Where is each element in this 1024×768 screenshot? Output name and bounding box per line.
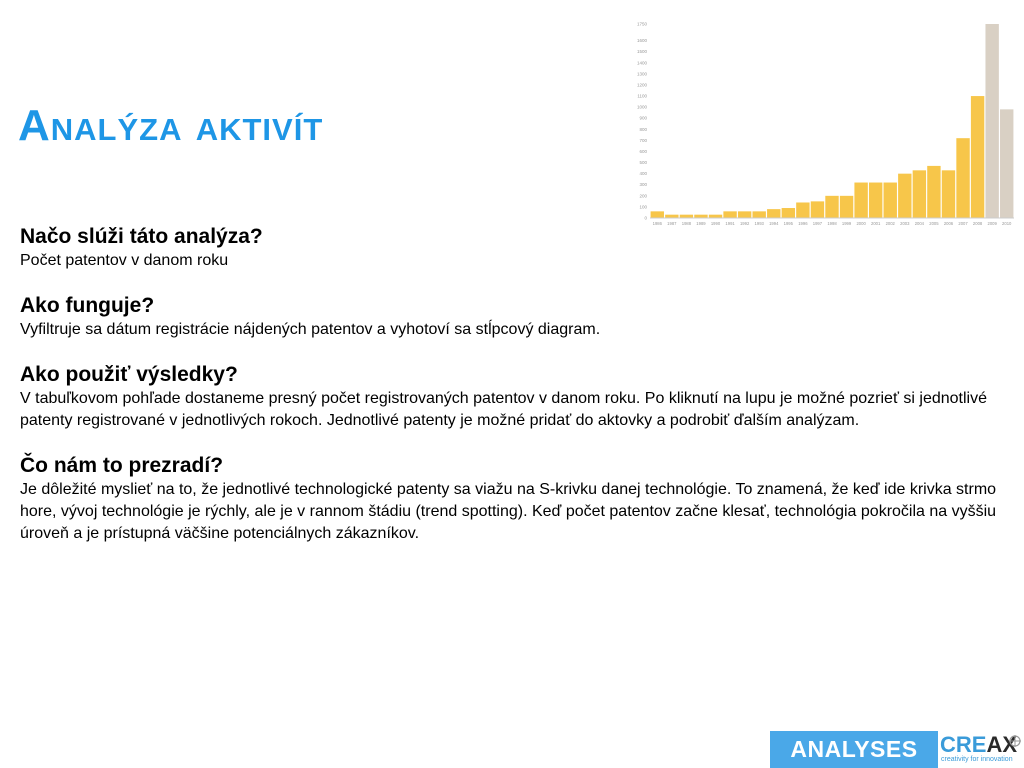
y-tick-label: 1400 [636, 60, 647, 66]
analyses-label: ANALYSES [770, 731, 938, 768]
page-title: Analýza aktivít [18, 101, 324, 150]
y-tick-label: 800 [639, 126, 647, 132]
footer-branding [770, 731, 1024, 768]
y-tick-label: 200 [639, 193, 647, 199]
creax-logo [938, 731, 1024, 768]
x-tick-label: 2010 [1002, 221, 1012, 226]
y-tick-label: 900 [639, 115, 647, 121]
section-heading: Ako použiť výsledky? [20, 363, 238, 386]
x-tick-label: 2001 [871, 221, 881, 226]
y-tick-label: 700 [639, 137, 647, 143]
chart-bar [811, 201, 824, 218]
x-tick-label: 2006 [943, 221, 954, 226]
y-tick-label: 100 [639, 204, 647, 210]
y-tick-label: 500 [639, 160, 647, 166]
y-tick-label: 600 [639, 148, 647, 154]
chart-bar [782, 208, 795, 218]
chart-bar [651, 211, 664, 218]
logo-wordmark [940, 732, 1017, 758]
chart-bar [913, 170, 926, 218]
content-area [20, 224, 1010, 566]
section-heading: Načo slúži táto analýza? [20, 225, 263, 248]
y-tick-label: 1100 [637, 93, 647, 99]
logo-cre: CRE [940, 732, 987, 757]
x-tick-label: 1994 [769, 221, 779, 226]
x-tick-label: 2007 [958, 221, 968, 226]
chart-bar [1000, 109, 1013, 218]
x-tick-label: 1988 [681, 221, 692, 226]
y-tick-label: 1000 [636, 104, 647, 110]
section-heading: Ako funguje? [20, 294, 155, 317]
section-body: Vyfiltruje sa dátum registrácie nájdených patentov a vyhotoví sa stĺpcový diagram. [20, 321, 601, 338]
section-what-it-tells [20, 453, 1010, 545]
chart-bar [956, 138, 969, 218]
x-tick-label: 1993 [754, 221, 764, 226]
x-tick-label: 1990 [710, 221, 721, 226]
x-tick-label: 1987 [667, 221, 677, 226]
chart-bar [884, 183, 897, 218]
y-tick-label: 1300 [636, 71, 647, 77]
section-body: Je dôležité myslieť na to, že jednotlivé technologické patenty sa viažu na S-krivku danej technológie. To znamená, že keď ide krivka strmo hore, vývoj technológie je rýchly, ale je v rannom štádiu (trend spotting). Keď počet patentov začne klesať, technológia pokročila na vyššiu úroveň a je prístupná väčšine potenciálnych zákazníkov. [20, 481, 997, 542]
x-tick-label: 2004 [914, 221, 925, 226]
logo-mark-icon [1008, 734, 1022, 748]
chart-bar [927, 166, 940, 218]
chart-bars [651, 24, 1014, 218]
section-how-to-use [20, 362, 1010, 432]
x-tick-label: 2000 [856, 221, 866, 226]
x-tick-label: 1998 [827, 221, 837, 226]
chart-bar [753, 211, 766, 218]
y-tick-label: 1750 [636, 21, 647, 27]
section-body: V tabuľkovom pohľade dostaneme presný počet registrovaných patentov v danom roku. Po kliknutí na lupu je možné pozrieť si jednotlivé patenty registrované v jednotlivých rokoch. Jednotlivé patenty je možné pridať do aktovky a podrobiť ďalším analýzam. [20, 390, 987, 429]
chart-bar [985, 24, 998, 218]
bar-chart-svg [630, 20, 1018, 232]
y-tick-label: 400 [639, 171, 647, 177]
section-heading: Čo nám to prezradí? [20, 454, 224, 477]
chart-bar [767, 209, 780, 218]
x-tick-label: 1991 [725, 221, 735, 226]
logo-tagline: creativity for innovation [941, 756, 1013, 763]
y-tick-label: 0 [644, 215, 647, 221]
chart-bar [869, 183, 882, 218]
chart-bar [738, 211, 751, 218]
chart-bar [971, 96, 984, 218]
x-tick-label: 2005 [929, 221, 939, 226]
x-tick-label: 1989 [696, 221, 706, 226]
x-tick-label: 1992 [739, 221, 750, 226]
x-tick-label: 2009 [987, 221, 997, 226]
chart-bar [723, 211, 736, 218]
x-tick-label: 1996 [798, 221, 808, 226]
x-tick-label: 2008 [972, 221, 983, 226]
patent-bar-chart [630, 20, 1018, 232]
x-tick-label: 2003 [900, 221, 910, 226]
x-tick-label: 1986 [652, 221, 662, 226]
y-tick-label: 300 [639, 182, 647, 188]
section-how-it-works [20, 293, 1010, 341]
y-tick-label: 1200 [636, 82, 647, 88]
chart-bar [825, 196, 838, 218]
x-tick-label: 2002 [885, 221, 895, 226]
chart-bar [898, 174, 911, 218]
section-purpose [20, 224, 1010, 272]
x-tick-label: 1995 [783, 221, 793, 226]
chart-bar [854, 183, 867, 218]
section-body: Počet patentov v danom roku [20, 252, 229, 269]
y-axis-ticks [637, 22, 648, 221]
logo-ax: AX [986, 732, 1018, 757]
chart-bar [796, 202, 809, 218]
chart-bar [942, 170, 955, 218]
chart-bar [840, 196, 853, 218]
x-tick-label: 1999 [841, 221, 852, 226]
y-tick-label: 1500 [636, 49, 647, 55]
y-tick-label: 1600 [636, 38, 647, 44]
x-tick-label: 1997 [812, 221, 823, 226]
